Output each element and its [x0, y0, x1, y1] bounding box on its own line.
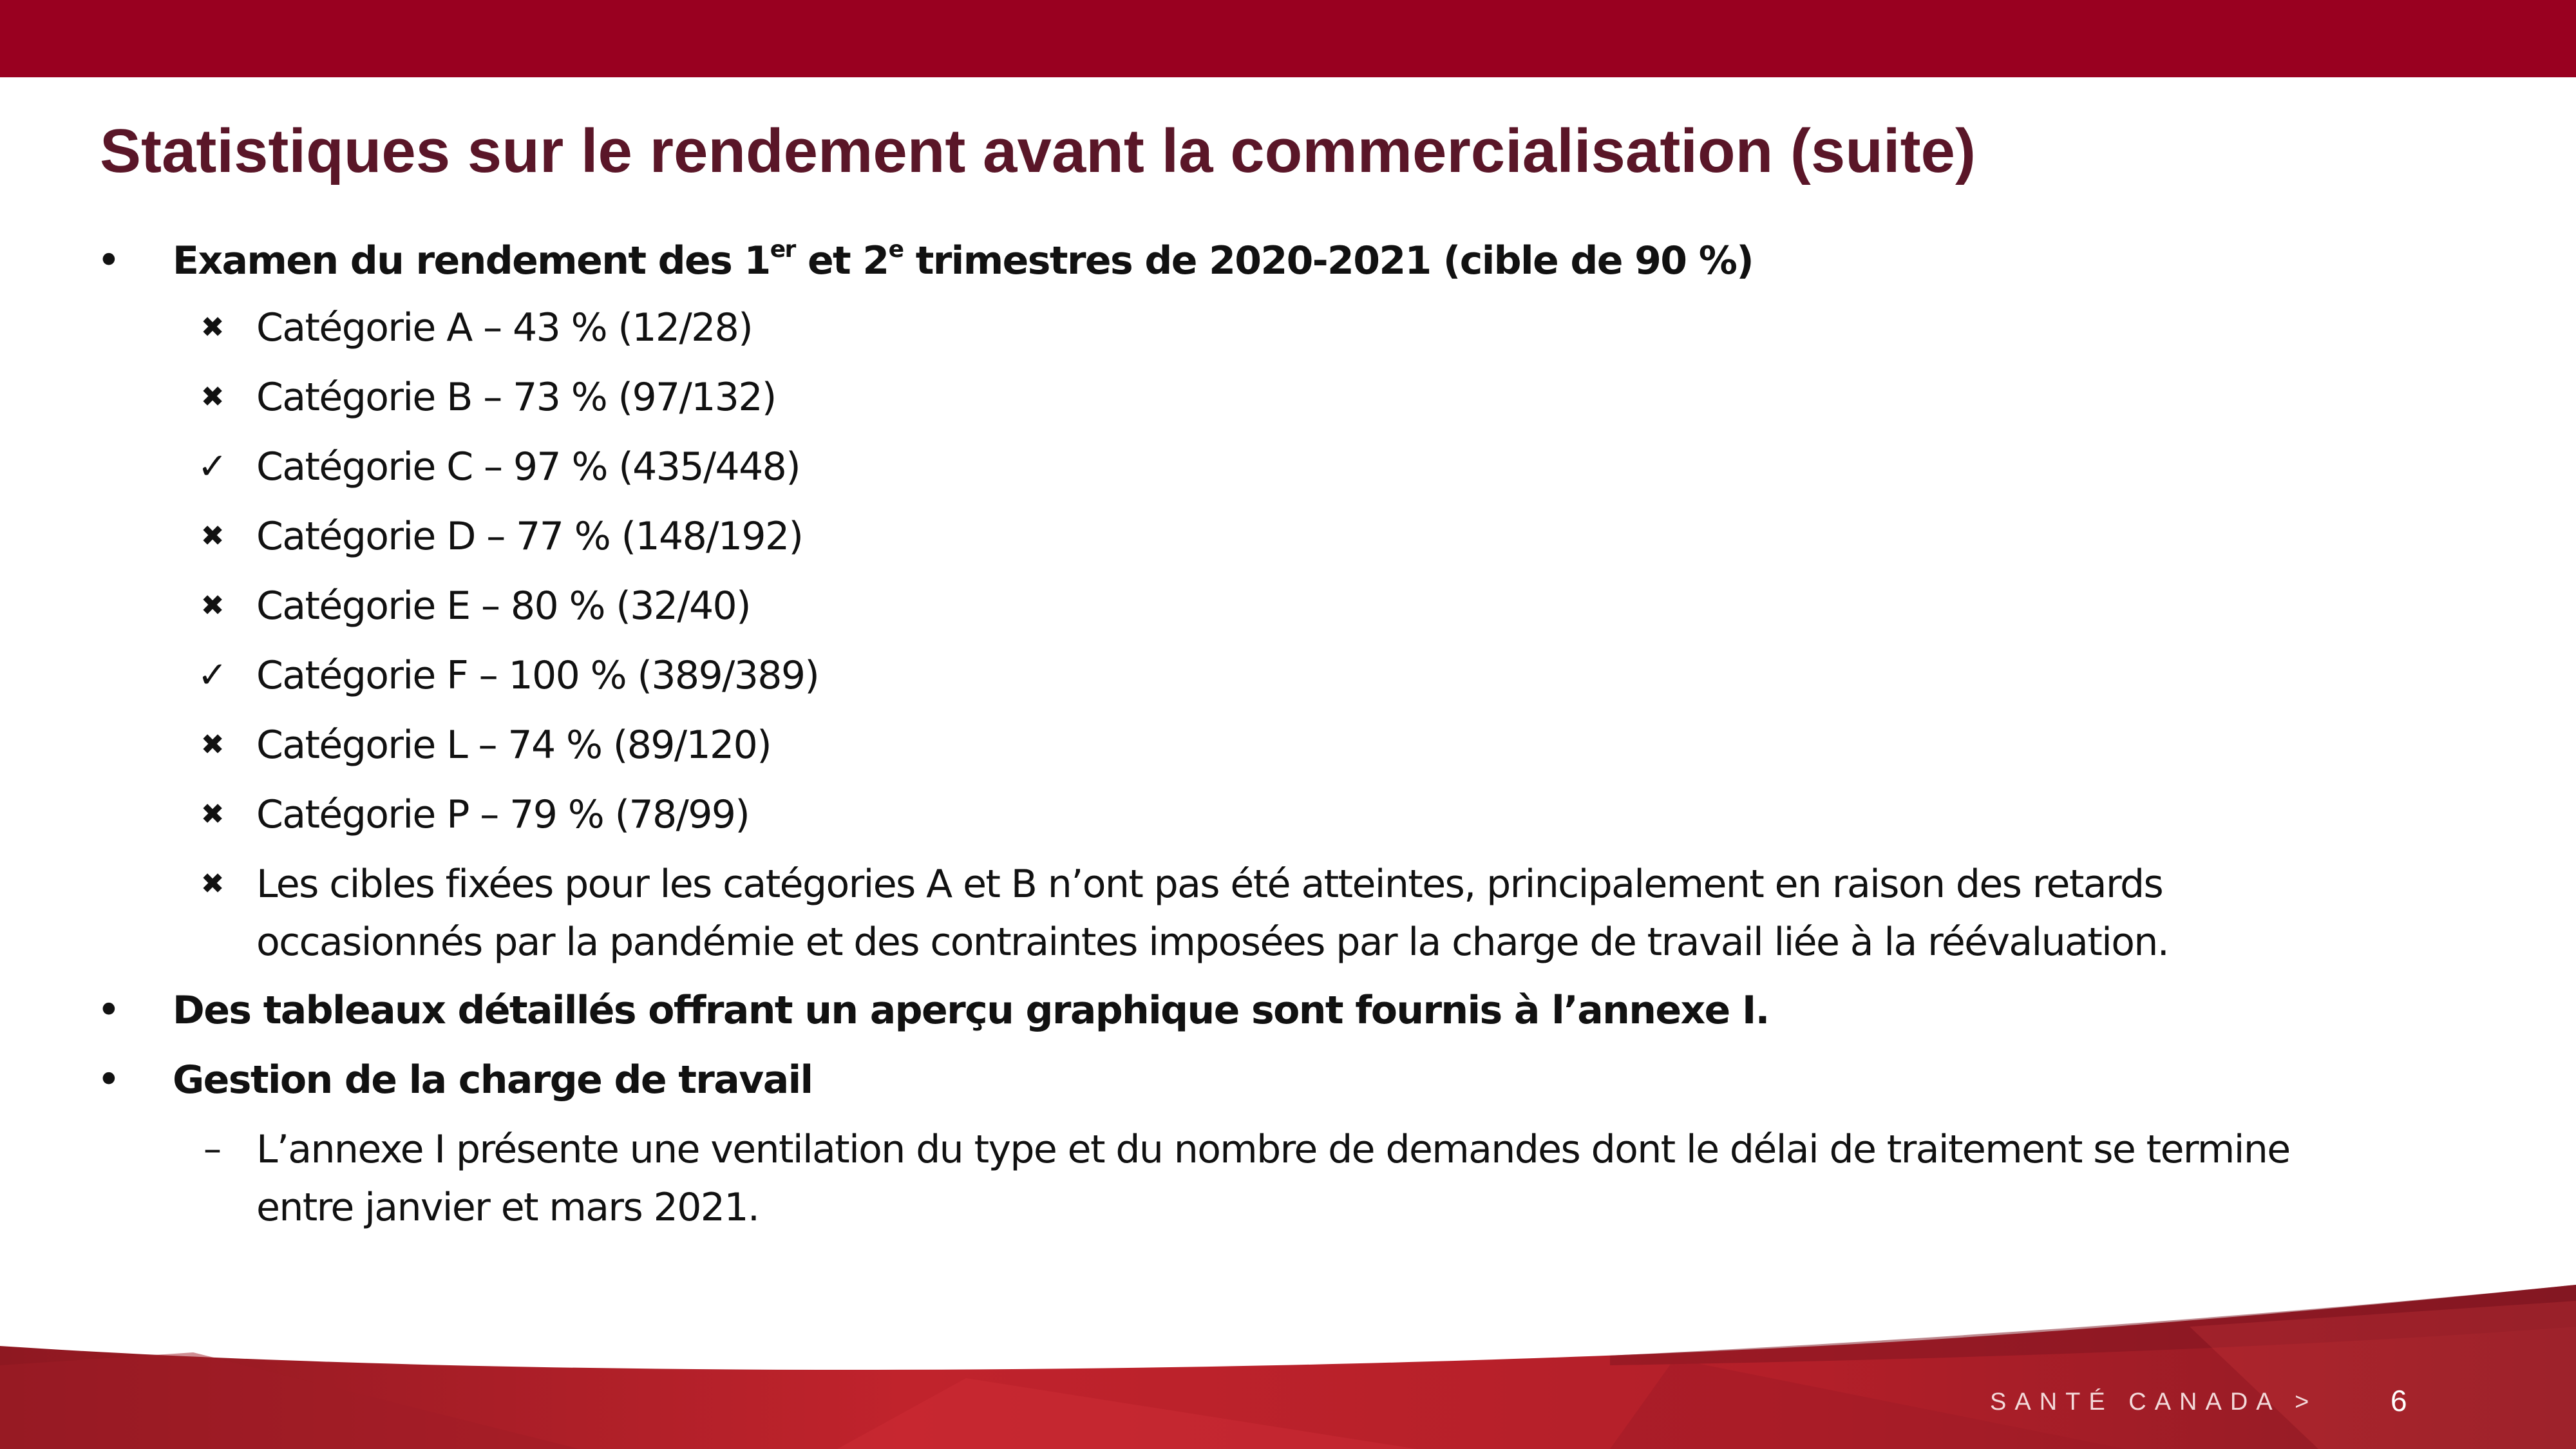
review-heading-sup2: e — [888, 236, 904, 263]
targets-note-line1: Les cibles fixées pour les catégories A et B n’ont pas été atteintes, principalement en raison des retards — [256, 862, 2163, 907]
review-heading-part3: trimestres de 2020-2021 (cible de 90 %) — [903, 238, 1754, 283]
workload-detail-line1: L’annexe I présente une ventilation du type et du nombre de demandes dont le délai de traitement se termine — [256, 1127, 2290, 1172]
targets-note-line2: occasionnés par la pandémie et des contraintes imposées par la charge de travail liée à la réévaluation. — [256, 920, 2169, 965]
checkmark-icon: ✓ — [197, 446, 228, 488]
workload-heading: Gestion de la charge de travail — [173, 1057, 813, 1103]
review-heading-sup1: er — [770, 236, 795, 263]
bullet-marker: • — [97, 1056, 121, 1104]
review-heading-part1: Examen du rendement des 1 — [173, 238, 770, 283]
cross-icon: ✖ — [200, 589, 225, 622]
brand-wordmark: SANTÉ CANADA > — [1990, 1388, 2318, 1416]
cross-icon: ✖ — [200, 798, 225, 831]
category-label: Catégorie D – 77 % (148/192) — [256, 514, 803, 559]
cross-icon: ✖ — [200, 381, 225, 413]
category-label: Catégorie B – 73 % (97/132) — [256, 375, 776, 420]
category-label: Catégorie A – 43 % (12/28) — [256, 305, 753, 350]
category-label: Catégorie L – 74 % (89/120) — [256, 723, 771, 768]
cross-icon: ✖ — [200, 867, 225, 900]
review-heading-part2: et 2 — [795, 238, 889, 283]
workload-detail-line2: entre janvier et mars 2021. — [256, 1185, 759, 1230]
tables-text: Des tableaux détaillés offrant un aperçu graphique sont fournis à l’annexe I. — [173, 988, 1769, 1033]
cross-icon: ✖ — [200, 311, 225, 344]
page-number: 6 — [2391, 1384, 2407, 1417]
category-label: Catégorie C – 97 % (435/448) — [256, 444, 800, 489]
checkmark-icon: ✓ — [197, 654, 228, 696]
cross-icon: ✖ — [200, 728, 225, 761]
category-label: Catégorie F – 100 % (389/389) — [256, 653, 819, 698]
bullet-marker: • — [97, 987, 121, 1034]
slide-title: Statistiques sur le rendement avant la commercialisation (suite) — [100, 117, 1976, 185]
category-label: Catégorie P – 79 % (78/99) — [256, 792, 750, 837]
category-label: Catégorie E – 80 % (32/40) — [256, 583, 750, 629]
cross-icon: ✖ — [200, 520, 225, 553]
dash-marker: – — [204, 1128, 222, 1170]
bullet-marker: • — [97, 237, 121, 285]
